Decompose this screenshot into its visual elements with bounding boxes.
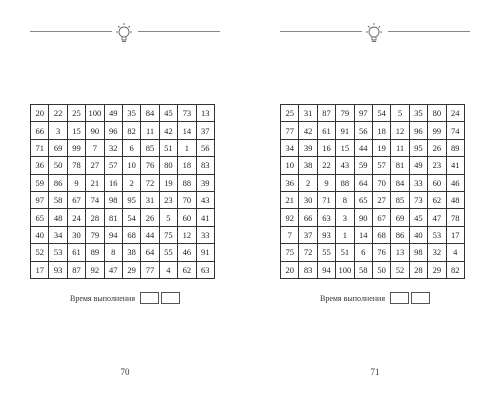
grid-cell: 16	[317, 139, 335, 156]
grid-cell: 48	[49, 209, 67, 226]
grid-cell: 68	[372, 226, 390, 243]
grid-cell: 64	[354, 174, 372, 191]
grid-cell: 80	[159, 157, 177, 174]
grid-cell: 73	[178, 105, 196, 122]
grid-cell: 21	[86, 174, 104, 191]
grid-row	[31, 122, 215, 139]
grid-row	[281, 122, 465, 139]
grid-cell: 37	[196, 122, 214, 139]
grid-cell: 97	[354, 105, 372, 122]
grid-cell: 73	[409, 191, 427, 208]
grid-cell: 74	[86, 191, 104, 208]
grid-cell: 4	[446, 244, 464, 261]
grid-cell: 23	[159, 191, 177, 208]
grid-cell: 59	[354, 157, 372, 174]
grid-cell: 85	[141, 139, 159, 156]
grid-cell: 58	[354, 261, 372, 278]
grid-cell: 26	[141, 209, 159, 226]
grid-cell: 5	[159, 209, 177, 226]
grid-cell: 52	[31, 244, 49, 261]
grid-cell: 80	[428, 105, 446, 122]
completion-time	[250, 292, 500, 304]
grid-cell: 90	[354, 209, 372, 226]
grid-cell: 100	[336, 261, 354, 278]
number-grid	[30, 104, 215, 279]
grid-cell: 93	[49, 261, 67, 278]
grid-cell: 78	[446, 209, 464, 226]
grid-cell: 86	[391, 226, 409, 243]
grid-cell: 6	[122, 139, 140, 156]
number-grid	[280, 104, 465, 279]
grid-cell: 89	[446, 139, 464, 156]
grid-cell: 31	[141, 191, 159, 208]
grid-cell: 3	[49, 122, 67, 139]
grid-cell: 12	[391, 122, 409, 139]
grid-cell: 18	[178, 157, 196, 174]
grid-cell: 28	[409, 261, 427, 278]
grid-row	[31, 191, 215, 208]
grid-cell: 7	[86, 139, 104, 156]
grid-cell: 46	[446, 174, 464, 191]
grid-row	[31, 226, 215, 243]
grid-cell: 3	[336, 209, 354, 226]
grid-cell: 81	[391, 157, 409, 174]
seconds-box[interactable]	[161, 292, 180, 304]
grid-cell: 57	[372, 157, 390, 174]
grid-cell: 40	[409, 226, 427, 243]
grid-cell: 13	[391, 244, 409, 261]
grid-cell: 31	[299, 105, 317, 122]
grid-cell: 53	[428, 226, 446, 243]
grid-cell: 64	[141, 244, 159, 261]
grid-cell: 34	[281, 139, 299, 156]
grid-cell: 39	[196, 174, 214, 191]
grid-cell: 63	[196, 261, 214, 278]
grid-cell: 67	[67, 191, 85, 208]
grid-cell: 86	[49, 174, 67, 191]
grid-cell: 62	[428, 191, 446, 208]
grid-row	[281, 174, 465, 191]
grid-cell: 28	[86, 209, 104, 226]
grid-cell: 27	[372, 191, 390, 208]
grid-cell: 47	[104, 261, 122, 278]
grid-cell: 60	[428, 174, 446, 191]
grid-cell: 55	[159, 244, 177, 261]
grid-cell: 32	[428, 244, 446, 261]
grid-cell: 45	[159, 105, 177, 122]
grid-cell: 17	[31, 261, 49, 278]
page-number: 71	[370, 367, 380, 377]
grid-row	[31, 244, 215, 261]
grid-cell: 75	[159, 226, 177, 243]
grid-cell: 22	[317, 157, 335, 174]
grid-cell: 9	[317, 174, 335, 191]
grid-cell: 27	[86, 157, 104, 174]
completion-time-label: Время выполнения	[319, 293, 386, 303]
seconds-box[interactable]	[411, 292, 430, 304]
grid-row	[281, 191, 465, 208]
grid-cell: 78	[67, 157, 85, 174]
grid-cell: 85	[391, 191, 409, 208]
grid-cell: 1	[178, 139, 196, 156]
grid-cell: 59	[31, 174, 49, 191]
grid-cell: 67	[372, 209, 390, 226]
grid-cell: 76	[372, 244, 390, 261]
grid-cell: 45	[409, 209, 427, 226]
grid-cell: 88	[178, 174, 196, 191]
grid-cell: 96	[104, 122, 122, 139]
grid-cell: 9	[67, 174, 85, 191]
header-ornament	[280, 23, 470, 49]
grid-row	[281, 244, 465, 261]
lightbulb-icon	[113, 21, 135, 47]
grid-cell: 75	[281, 244, 299, 261]
grid-cell: 100	[86, 105, 104, 122]
grid-cell: 90	[86, 122, 104, 139]
grid-cell: 29	[122, 261, 140, 278]
grid-row	[31, 261, 215, 278]
grid-cell: 42	[159, 122, 177, 139]
grid-row	[281, 105, 465, 122]
grid-cell: 91	[336, 122, 354, 139]
grid-cell: 26	[428, 139, 446, 156]
grid-cell: 10	[281, 157, 299, 174]
grid-cell: 91	[196, 244, 214, 261]
grid-cell: 76	[141, 157, 159, 174]
grid-row	[31, 174, 215, 191]
grid-cell: 41	[196, 209, 214, 226]
grid-cell: 7	[281, 226, 299, 243]
minutes-box[interactable]	[390, 292, 409, 304]
grid-cell: 99	[428, 122, 446, 139]
grid-cell: 89	[86, 244, 104, 261]
grid-cell: 32	[104, 139, 122, 156]
grid-row	[31, 139, 215, 156]
header-ornament	[30, 23, 220, 49]
grid-cell: 56	[354, 122, 372, 139]
grid-cell: 12	[178, 226, 196, 243]
grid-cell: 10	[122, 157, 140, 174]
grid-cell: 83	[196, 157, 214, 174]
grid-cell: 77	[281, 122, 299, 139]
grid-cell: 14	[354, 226, 372, 243]
ornament-line-right	[388, 31, 470, 32]
grid-cell: 33	[196, 226, 214, 243]
grid-cell: 19	[159, 174, 177, 191]
grid-cell: 66	[31, 122, 49, 139]
grid-cell: 6	[354, 244, 372, 261]
grid-cell: 38	[122, 244, 140, 261]
grid-cell: 66	[299, 209, 317, 226]
grid-cell: 52	[391, 261, 409, 278]
grid-cell: 41	[446, 157, 464, 174]
grid-cell: 30	[299, 191, 317, 208]
grid-cell: 68	[122, 226, 140, 243]
grid-cell: 87	[317, 105, 335, 122]
grid-cell: 84	[391, 174, 409, 191]
grid-cell: 33	[409, 174, 427, 191]
grid-cell: 19	[372, 139, 390, 156]
grid-cell: 42	[299, 122, 317, 139]
grid-cell: 79	[336, 105, 354, 122]
grid-cell: 15	[67, 122, 85, 139]
grid-cell: 95	[122, 191, 140, 208]
grid-cell: 98	[409, 244, 427, 261]
grid-cell: 15	[336, 139, 354, 156]
grid-cell: 24	[67, 209, 85, 226]
grid-cell: 49	[104, 105, 122, 122]
grid-cell: 1	[336, 226, 354, 243]
grid-cell: 50	[372, 261, 390, 278]
grid-cell: 50	[49, 157, 67, 174]
grid-row	[281, 226, 465, 243]
grid-cell: 16	[104, 174, 122, 191]
grid-cell: 65	[354, 191, 372, 208]
grid-cell: 49	[409, 157, 427, 174]
grid-cell: 72	[299, 244, 317, 261]
grid-row	[281, 209, 465, 226]
grid-cell: 98	[104, 191, 122, 208]
grid-cell: 24	[446, 105, 464, 122]
grid-cell: 84	[141, 105, 159, 122]
grid-cell: 55	[317, 244, 335, 261]
grid-cell: 51	[336, 244, 354, 261]
grid-cell: 51	[159, 139, 177, 156]
grid-cell: 79	[86, 226, 104, 243]
grid-cell: 60	[178, 209, 196, 226]
grid-cell: 4	[159, 261, 177, 278]
grid-cell: 69	[391, 209, 409, 226]
grid-cell: 11	[391, 139, 409, 156]
minutes-box[interactable]	[140, 292, 159, 304]
grid-cell: 95	[409, 139, 427, 156]
grid-cell: 46	[178, 244, 196, 261]
ornament-line-right	[138, 31, 220, 32]
grid-cell: 35	[122, 105, 140, 122]
grid-cell: 2	[299, 174, 317, 191]
grid-cell: 29	[428, 261, 446, 278]
right-page	[250, 0, 500, 400]
grid-cell: 65	[31, 209, 49, 226]
grid-cell: 97	[31, 191, 49, 208]
grid-cell: 77	[141, 261, 159, 278]
grid-cell: 92	[86, 261, 104, 278]
grid-cell: 69	[49, 139, 67, 156]
grid-cell: 39	[299, 139, 317, 156]
grid-cell: 44	[141, 226, 159, 243]
lightbulb-icon	[363, 21, 385, 47]
grid-cell: 20	[281, 261, 299, 278]
grid-cell: 71	[317, 191, 335, 208]
grid-cell: 35	[409, 105, 427, 122]
grid-cell: 54	[122, 209, 140, 226]
grid-cell: 94	[317, 261, 335, 278]
grid-cell: 40	[31, 226, 49, 243]
grid-cell: 99	[67, 139, 85, 156]
grid-cell: 53	[49, 244, 67, 261]
grid-cell: 8	[104, 244, 122, 261]
grid-cell: 25	[67, 105, 85, 122]
grid-cell: 88	[336, 174, 354, 191]
grid-cell: 83	[299, 261, 317, 278]
grid-cell: 34	[49, 226, 67, 243]
grid-cell: 63	[317, 209, 335, 226]
grid-cell: 21	[281, 191, 299, 208]
grid-cell: 44	[354, 139, 372, 156]
grid-row	[31, 157, 215, 174]
grid-cell: 22	[49, 105, 67, 122]
completion-time-label: Время выполнения	[69, 293, 136, 303]
ornament-line-left	[280, 31, 362, 32]
grid-cell: 62	[178, 261, 196, 278]
grid-cell: 11	[141, 122, 159, 139]
grid-cell: 2	[122, 174, 140, 191]
grid-cell: 96	[409, 122, 427, 139]
grid-row	[31, 105, 215, 122]
grid-cell: 81	[104, 209, 122, 226]
grid-cell: 87	[67, 261, 85, 278]
grid-cell: 72	[141, 174, 159, 191]
ornament-line-left	[30, 31, 112, 32]
completion-time	[0, 292, 250, 304]
grid-cell: 56	[196, 139, 214, 156]
grid-cell: 23	[428, 157, 446, 174]
grid-cell: 13	[196, 105, 214, 122]
grid-cell: 58	[49, 191, 67, 208]
grid-cell: 61	[317, 122, 335, 139]
grid-cell: 92	[281, 209, 299, 226]
grid-cell: 54	[372, 105, 390, 122]
grid-row	[281, 139, 465, 156]
grid-cell: 70	[372, 174, 390, 191]
grid-cell: 14	[178, 122, 196, 139]
grid-cell: 17	[446, 226, 464, 243]
grid-row	[281, 261, 465, 278]
grid-cell: 36	[281, 174, 299, 191]
grid-cell: 82	[122, 122, 140, 139]
grid-cell: 43	[196, 191, 214, 208]
grid-cell: 61	[67, 244, 85, 261]
grid-cell: 8	[336, 191, 354, 208]
grid-cell: 71	[31, 139, 49, 156]
grid-cell: 38	[299, 157, 317, 174]
grid-row	[31, 209, 215, 226]
grid-cell: 70	[178, 191, 196, 208]
page-number: 70	[120, 367, 130, 377]
grid-cell: 82	[446, 261, 464, 278]
grid-cell: 74	[446, 122, 464, 139]
grid-cell: 47	[428, 209, 446, 226]
grid-cell: 48	[446, 191, 464, 208]
grid-cell: 30	[67, 226, 85, 243]
grid-cell: 57	[104, 157, 122, 174]
grid-cell: 5	[391, 105, 409, 122]
grid-cell: 20	[31, 105, 49, 122]
grid-cell: 94	[104, 226, 122, 243]
grid-cell: 93	[317, 226, 335, 243]
grid-cell: 25	[281, 105, 299, 122]
grid-cell: 18	[372, 122, 390, 139]
grid-cell: 37	[299, 226, 317, 243]
grid-row	[281, 157, 465, 174]
grid-cell: 43	[336, 157, 354, 174]
grid-cell: 36	[31, 157, 49, 174]
